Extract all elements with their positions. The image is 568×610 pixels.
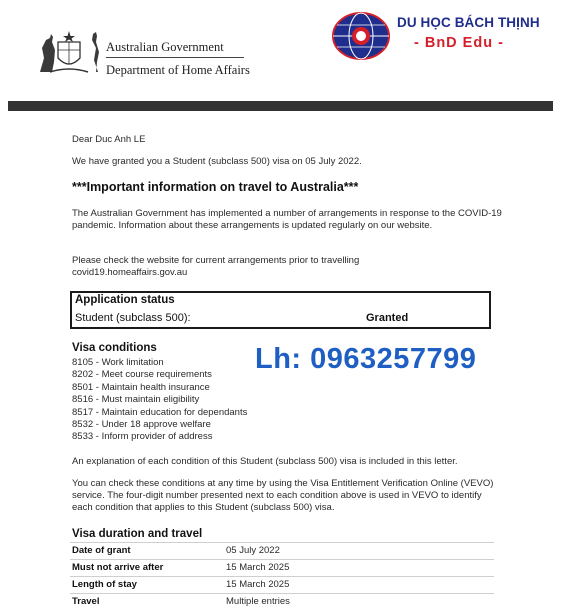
row-label: Travel xyxy=(72,596,100,607)
greeting: Dear Duc Anh LE xyxy=(72,134,146,145)
row-label: Must not arrive after xyxy=(72,562,164,573)
row-value: Multiple entries xyxy=(226,596,290,607)
status-heading: Application status xyxy=(75,294,175,306)
row-value: 05 July 2022 xyxy=(226,545,280,556)
bnd-globe-logo-icon xyxy=(330,10,392,62)
condition-item: 8533 - Inform provider of address xyxy=(72,431,213,443)
condition-item: 8105 - Work limitation xyxy=(72,357,164,368)
covid-paragraph: The Australian Government has implemented a number of arrangements in response to the COVID-19 pandemic. Information about these arrangements is updated regularly on our website. xyxy=(72,208,502,231)
application-status-box xyxy=(70,291,491,329)
condition-item: 8202 - Meet course requirements xyxy=(72,369,212,381)
government-name: Australian Government xyxy=(106,40,224,54)
conditions-list xyxy=(72,357,247,444)
table-row xyxy=(70,576,494,593)
condition-item: 8501 - Maintain health insurance xyxy=(72,381,210,393)
department-name: Department of Home Affairs xyxy=(106,63,250,77)
table-row xyxy=(70,559,494,576)
condition-item: 8516 - Must maintain eligibility xyxy=(72,394,200,406)
table-row xyxy=(70,542,494,559)
status-value: Granted xyxy=(366,312,409,324)
phone-watermark: Lh: 0963257799 xyxy=(255,343,477,375)
grant-line: We have granted you a Student (subclass 500) visa on 05 July 2022. xyxy=(72,156,362,167)
vevo-paragraph: You can check these conditions at any time by using the Visa Entitlement Verification Online (VEVO) service. The four-digit number presented next to each condition above is used in VEVO to identify each condition that applies to this Student (subclass 500) visa. xyxy=(72,478,494,513)
row-label: Length of stay xyxy=(72,579,137,590)
header-divider xyxy=(106,57,244,58)
covid-link[interactable]: covid19.homeaffairs.gov.au xyxy=(72,267,188,278)
row-label: Date of grant xyxy=(72,545,131,556)
condition-item: 8532 - Under 18 approve welfare xyxy=(72,419,211,431)
page-header xyxy=(0,0,568,100)
condition-item: 8517 - Maintain education for dependants xyxy=(72,406,248,418)
header-band xyxy=(8,101,553,111)
coat-of-arms-icon xyxy=(36,28,102,76)
table-row xyxy=(70,593,494,610)
status-visa-type: Student (subclass 500): xyxy=(75,312,191,324)
brand-title: DU HỌC BÁCH THỊNH xyxy=(397,15,540,30)
brand-subtitle: - BnD Edu - xyxy=(414,35,504,51)
row-value: 15 March 2025 xyxy=(226,562,290,573)
row-value: 15 March 2025 xyxy=(226,579,290,590)
important-heading: ***Important information on travel to Australia*** xyxy=(72,180,359,194)
explanation-line: An explanation of each condition of this Student (subclass 500) visa is included in this letter. xyxy=(72,456,458,467)
conditions-heading: Visa conditions xyxy=(72,342,157,354)
duration-heading: Visa duration and travel xyxy=(72,528,203,540)
check-website-line: Please check the website for current arrangements prior to travelling xyxy=(72,255,360,266)
